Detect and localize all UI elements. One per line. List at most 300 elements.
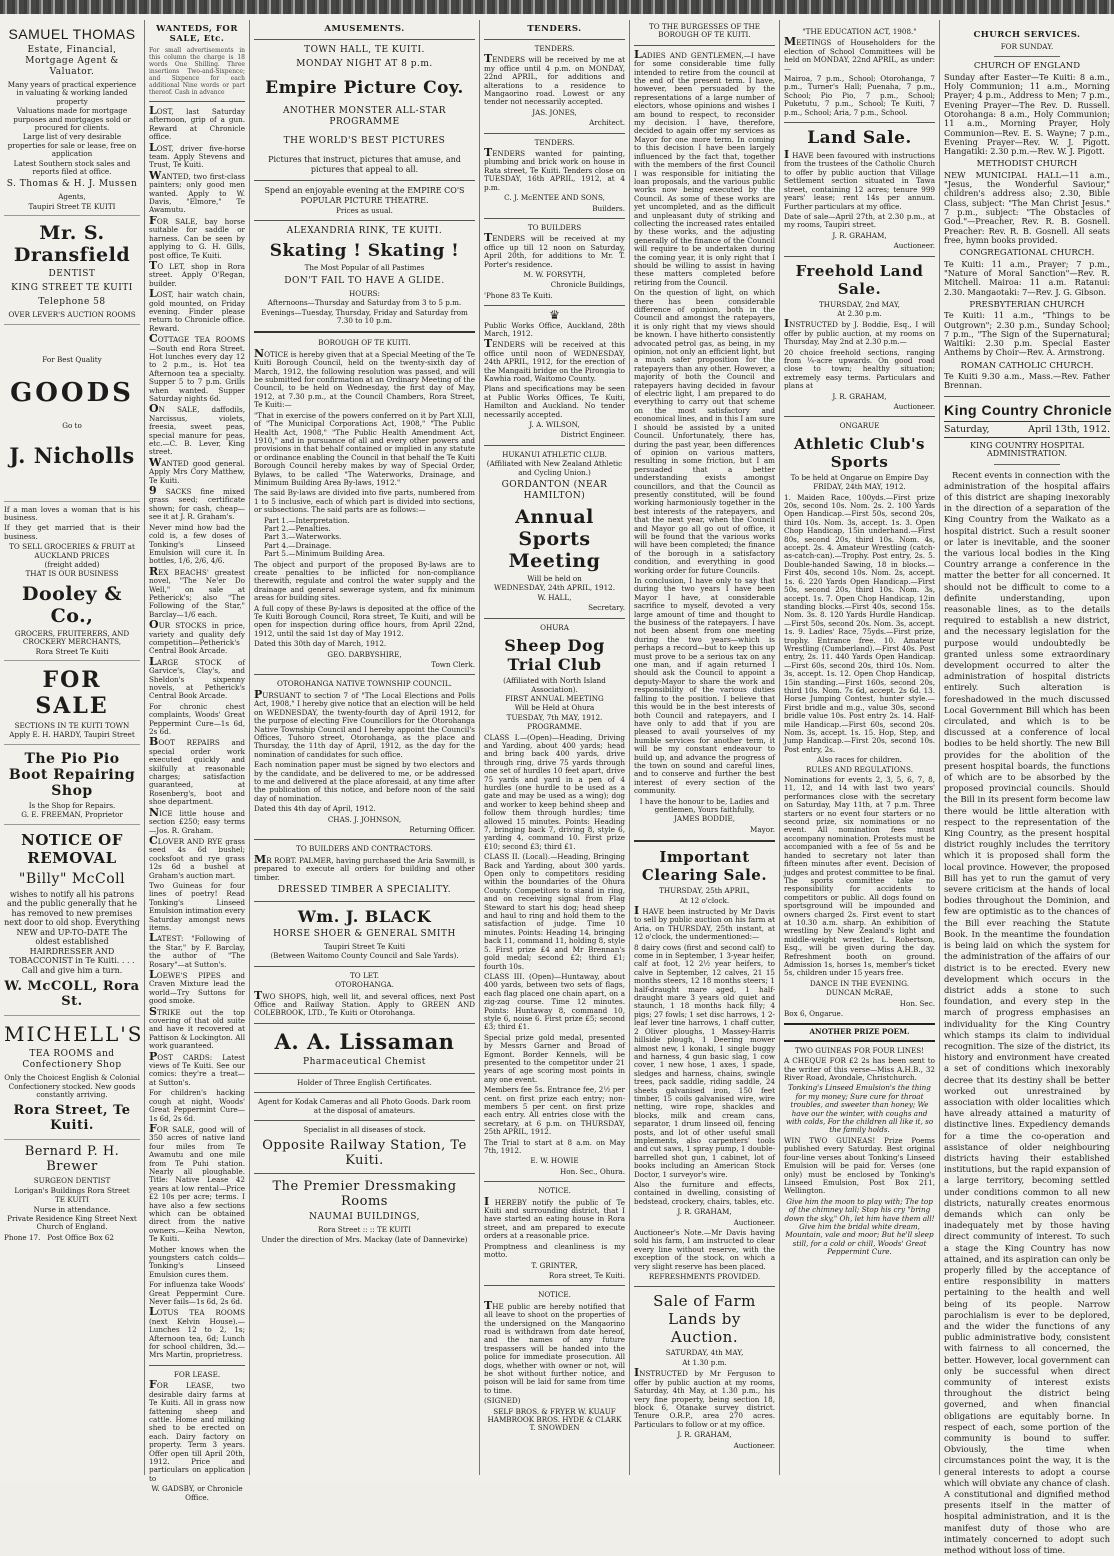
- ad-dransfield: [4, 216, 140, 324]
- small-ad: LOST, driver five-horse team. Apply Stevens and Trust, Te Kuiti.: [149, 140, 245, 170]
- athletic-events: 1. Maiden Race, 100yds.—First prize 20s, second 10s. Nom. 2s. 2. 100 Yards Open Handicap.—First 50s, second 20s, third 10s. Nom. 3s, accept. 1s. 3. Open Chop Handicap, 15in underhand.—First 80s, second 20s, third 10s. Nom. 4s, accept. 2s. 4. Amateur Wrestling (catch-as-catch-can).—Trophy. Post entry, 2s. 5. Double-handed Sawing, 18 in blocks.—First 40s, second 10s. Nom. 2s, accept. 1s. 6. 220 Yards Open Handicap.—First 50s, second 20s, third 10s. Nom. 3s, accept. 1s. 7. Open Chop Handicap, 12in standing blocks.—First 40s, second 15s. Nom. 3s. 8. 120 Yards Hurdle Handicap.—First 50s, second 20s. Nom. 3s, accept. 1s. 9. Ladies' Race, 75yds.—First prize, trophy. Entrance free. 10. Amateur Wrestling (Cumberland).—First 40s. Post entry, 2s. 11. 440 Yards Open Handicap.—First 60s, second 20s, third 10s. Nom. 3s, accept. 1s. 12. Open Chop Handicap, 15in standing.—First 160s, second 20s, third 10s. Nom. 7s 6d, accept. 2s 6d. 13. Horse Jumping Contest, hunter style.—First bridle and m.g., value 30s, second bridle value 10s. Post entry 2s. 14. Half-mile Handicap.—First 60s, second 20s. Nom. 3s, accept. 1s. 15. Hop, Step, and Jump Handicap.—First 20s, second 10s. Post entry, 2s.: [784, 492, 935, 754]
- club-place: GORDANTON (NEAR HAMILTON): [501, 480, 608, 502]
- rule: [784, 416, 935, 417]
- tender-sign: JAS. JONES,: [532, 107, 577, 117]
- tender-text: TENDERS will be received at this office until noon of WEDNESDAY, 24th APRIL, 1912, for the erection of the Mangaiti bridge on the Pirongia to Kawhia road, Waitomo County.: [484, 337, 625, 383]
- entries: Members fee 5s. Entrance fee, 2½ per cent. on first prize each entry; non-members 5 per cent. on first prize each entry. All entries close with the secretary, at 6 p.m. on THURSDAY, 25th APRIL, 1912.: [484, 1085, 625, 1137]
- ad-note: OVER LEVER'S AUCTION ROOMS: [8, 310, 136, 320]
- dateline-day: Saturday,: [944, 423, 990, 435]
- dance: DANCE IN THE EVENING.: [809, 978, 910, 988]
- dateline-date: April 13th, 1912.: [1028, 423, 1110, 435]
- tender-heading: TENDERS.: [534, 137, 575, 147]
- tender-sign: Architect.: [589, 118, 625, 128]
- rule: [149, 101, 245, 102]
- letter-heading: TO THE BURGESSES OF THE BOROUGH OF TE KUITI.: [649, 22, 760, 40]
- small-ad: WANTED, two first-class painters; only good men wanted. Apply to W. Davis, "Elmore," Te Awamutu.: [149, 168, 245, 215]
- notice-text: Each nomination paper must be signed by two electors and by the candidate, and be delivered to me, or be addressed to me and delivered at the place aforesaid, at any time after the publication of this notice, and before noon of the said day of nomination.: [254, 760, 475, 803]
- sports-sign: W. HALL,: [537, 592, 572, 602]
- notice-sign: CHAS. J. JOHNSON,: [327, 814, 402, 824]
- freehold-title: Freehold Land Sale.: [795, 261, 924, 298]
- ad-mccoll: [4, 825, 140, 1017]
- notice-sign: SELF BROS. & FRYER W. KUAUF HAMBROOK BROS. HYDE & CLARK T. SNOWDEN: [487, 1406, 622, 1433]
- notice-text: I HEREBY notify the public of Te Kuiti and surrounding district, that I have started an eating house in Rora street, and am prepared to execute orders at a reasonable price.: [484, 1194, 625, 1241]
- ad-text: wishes to notify all his patrons and the public generally that he has removed to new premises next door to old shop. Everything NEW and UP-TO-DATE The oldest established HAIRDRESSER AND TOBACCONIST in Te Kuiti. . . . Call and give him a turn.: [4, 889, 140, 975]
- notice-text: NOTICE is hereby given that at a Special Meeting of the Te Kuiti Borough Council, held on the twenty-sixth day of March, 1912, the following resolution was passed, and will be submitted for confirmation at an Ordinary Meeting of the Council, to be held on Wednesday, the first day of May, 1912, at 7.30 p.m., at the Council Chambers, Rora Street, Te Kuiti:—: [254, 346, 475, 410]
- crown-emblem: ♛: [549, 308, 560, 323]
- rule: [484, 618, 625, 619]
- column-3: [250, 20, 480, 1475]
- bylaw-part: Part 3.—Waterworks.: [264, 532, 342, 542]
- small-ad: TO LET, shop in Rora street. Apply O'Regan, builder.: [149, 258, 245, 288]
- tolet-text: TWO SHOPS, high, well lit, and several offices, next Post Office and Railway Station. Apply to GREEN AND COLEBROOK, LTD., Te Kuiti or Otorohanga.: [254, 988, 475, 1018]
- ad-sub: TEA ROOMS and Confectionery Shop: [22, 1049, 122, 1071]
- notice-date: Dated this 30th day of March, 1912.: [254, 639, 387, 649]
- church-text: Te Kuiti: 11 a.m., Prayer; 7 p.m., "Nature of Moral Sanction"—Rev. R. Mitchell. Mairoa: 11 a.m. Ratanui: 2.30. Mangaotaki: 7—Rev. J. G. Gibson.: [944, 258, 1110, 297]
- athletic-date: FRIDAY, 24th MAY, 1912.: [813, 482, 906, 492]
- ad-title: FOR SALE: [35, 666, 109, 719]
- ad-address: TE KUITI: [55, 1195, 89, 1205]
- rule: [254, 39, 475, 40]
- letter-text: LADIES AND GENTLEMEN,—I have for some considerable time fully intended to retire from the council at the end of the present term. I have, however, been persuaded by the representations of a large number of electors, whose opinions and wishes I am bound to respect, to reconsider my decision. I have, therefore, decided to again offer my services as Mayor for one more term. In coming to this decision I have been largely influenced by the fact that, together with the members of the first Council I was responsible for initiating the loan proposals, and the various public works now being executed by the Council. As some of these works are yet uncompleted, and as the difficult and unpleasant duty of striking and collecting the increased rates entailed by these works, and the adjusting generally of the finance of the Council will require to be undertaken during the coming year, it is only right that I should be willing to assist in having these matters completed before retiring from the Council.: [634, 47, 775, 287]
- notice-heading: NOTICE.: [538, 1186, 571, 1196]
- column-2: [145, 20, 250, 1502]
- edu-text: MEETINGS of Householders for the election of School Committees will be held on MONDAY, 22nd APRIL, as under:—: [784, 35, 935, 73]
- ad-address: Taupiri Street TE KUITI: [28, 201, 116, 211]
- church-text: NEW MUNICIPAL HALL—11 a.m., "Jesus, the Wonderful Saviour," children's address also; 2.30, Bible Class, subject: "The Man Christ Jesus." 7 p.m., subject: "The Obstacles of God."—Preacher, Rev. R. B. Gosnell. Preacher: Rev. R. B. Gosnell. All seats free, hymn books provided.: [944, 169, 1110, 245]
- ad-address: Rora Street, Te Kuiti.: [13, 1103, 131, 1134]
- column-heading: AMUSEMENTS.: [324, 24, 405, 34]
- rule: [634, 45, 775, 46]
- small-ad: COTTAGE TEA ROOMS—South end Rora Street. Hot lunches every day 12 to 2 p.m., is. Hot tea Afternoon tea a specialty. Supper 5 to 7 p.m. Grills when wanted. Supper Saturday nights 6d.: [149, 332, 245, 403]
- ad-michell: [4, 1016, 144, 1140]
- rule: [254, 674, 475, 675]
- freehold-sign: J. R. GRAHAM,: [832, 391, 887, 401]
- notice-text: MR ROBT. PALMER, having purchased the Aria Sawmill, is prepared to execute all orders for building and other timber.: [254, 852, 475, 882]
- poem-note: WIN TWO GUINEAS! Prize Poems published every Saturday. Best original four-line verses about Tonking's Linseed Emulsion will be paid for. Verses (one only) must be enclosed by Tonking's Linseed Emulsion, Post Box 211, Wellington.: [784, 1135, 935, 1196]
- rule: [254, 1173, 475, 1174]
- small-ad: FOR SALE, good will of 350 acres of native land four miles from Te Awamutu and one mile from Te Puhi station. Nearly all ploughable. Title: Native Lease 42 years at low rental—Price £2 10s per acre; terms. I have also a few sections which can be obtained direct from the native owners.—Keiha Newton, Te Kuiti.: [149, 1121, 245, 1244]
- lissaman-name: A. A. Lissaman: [274, 1028, 455, 1054]
- column-6: [780, 20, 940, 1475]
- rule: [254, 1023, 475, 1024]
- ad-text: SECTIONS IN TE KUITI TOWN: [14, 720, 130, 730]
- notice-heading: NOTICE.: [538, 1290, 571, 1300]
- po-box: Post Office Box 62: [47, 1232, 114, 1242]
- clearing-sign: J. R. GRAHAM,: [677, 1207, 732, 1217]
- black-trade: HORSE SHOER & GENERAL SMITH: [273, 929, 456, 939]
- rule: [994, 56, 1060, 57]
- tender-sign: Builders.: [592, 203, 625, 213]
- clearing-furniture: Also the furniture and effects, contained in dwelling, consisting of bedstead, crockery, chairs, tables, etc.: [634, 1180, 775, 1206]
- letter-text: In conclusion, I have only to say that during the two years I have been Mayor I have, at considerable sacrifice to myself, devoted a very large amount of time and thought to the business of the ratepayers. I have not been absent from one meeting during the two years—which is perhaps a record—but to keep this up must prove to be a serious tax on any one man, and if again returned I should ask the Council to appoint a deputy-Mayor to share the work and responsibility of the various duties falling to the position. I believe that this would be in the best interests of both Council and ratepayers, and I have only to add that if you are pleased to avail yourselves of my humble services for another term, it will be my constant endeavour to build up, and advance the progress of the town on sound and careful lines, and to conserve and further the best interest of every section of the community.: [634, 576, 775, 796]
- small-ad: CLOVER AND RYE grass seed 4s 6d bushel; cocksfoot and rye grass 12s 6d a bushel at Graham's auction mart.: [149, 833, 245, 880]
- programme-heading: PROGRAMME.: [527, 722, 582, 732]
- tender-text: Plans and specifications may be seen at Public Works Offices, Te Kuiti, Hamilton and Auckland. No tender necessarily accepted.: [484, 384, 625, 419]
- land-sign: Auctioneer.: [893, 241, 935, 251]
- sports-held: Will be held on: [527, 574, 582, 584]
- farm-sign: Auctioneer.: [733, 1440, 775, 1450]
- ad-piopio: [4, 745, 140, 825]
- ad-address: Lorigan's Buildings Rora Street: [14, 1185, 130, 1195]
- farm-text: INSTRUCTED by Mr Ferguson to offer by public auction at my rooms, Saturday, 4th May, at 1.30 p.m., his very fine property, being section 18, block 6, Otanake survey district. Tenure O.R.P., area 270 acres. Particulars to follow or at my office.: [634, 1366, 775, 1429]
- best-pictures: THE WORLD'S BEST PICTURES: [283, 136, 446, 146]
- ad-verse: TO SELL GROCERIES & FRUIT at AUCKLAND PRICES: [9, 542, 135, 560]
- ad-title: NOTICE OF REMOVAL: [21, 830, 123, 867]
- tender-heading: TO BUILDERS: [527, 222, 582, 232]
- phone-number: Phone 17.: [4, 1232, 41, 1242]
- dance-sign: Hon. Sec.: [899, 998, 935, 1008]
- tender-head: Public Works Office, Auckland, 28th March, 1912.: [484, 320, 625, 338]
- notice-text: PURSUANT to section 7 of "The Local Elections and Polls Act, 1908," I hereby give notice that an election will be held on WEDNESDAY, the twenty-fourth day of April 1912, for the purpose of electing Five Councillors for the Otorohanga Native Township Council and I hereby appoint the Council's Offices, Tuhoro street, Otorohanga, as the place and Thursday, the 11th day of April, 1912, as the day for the nomination of candidates for such office.: [254, 687, 475, 759]
- prices: Prices as usual.: [336, 206, 393, 215]
- dateline: [944, 421, 1110, 438]
- tender-heading: TENDERS.: [534, 44, 575, 53]
- freehold-text: INSTRUCTED by J. Boddie, Esq., I will offer by public auction, at my rooms on Thursday, May 2nd at 2.30 p.m.—: [784, 317, 935, 347]
- ad-for-sale: [4, 661, 140, 745]
- rule: [254, 220, 475, 221]
- rule: [484, 445, 625, 446]
- lease-text: FOR LEASE, two desirable dairy farms at Te Kuiti. All in grass now fattening sheep and cattle. Home and milking shed to be erected on each. Dairy factory on property. Term 3 years. Offer open till April 20th, 1912. Price and particulars on application to: [149, 1378, 245, 1483]
- sheepdog-sub: (Affiliated with North Island Association).: [503, 676, 606, 694]
- ad-title: SAMUEL THOMAS: [8, 26, 136, 42]
- black-address: (Between Waitomo County Council and Sale Yards).: [270, 951, 459, 961]
- notice-sign: T. GRINTER,: [531, 1260, 578, 1270]
- letter-closing: I have the honour to be, Ladies and gentlemen, Yours faithfully,: [639, 796, 770, 814]
- small-ad: For children's hacking cough at night, Woods' Great Peppermint Cure—1s 6d, 2s 6d.: [149, 1088, 245, 1123]
- ad-verse: If a man loves a woman that is his business.: [4, 504, 140, 522]
- notice-text: A full copy of these By-laws is deposited at the office of the Te Kuiti Borough Council, Rora street, Te Kuiti, and will be open for inspection during office hours, from April 22nd, 1912, until the said 1st day of May 1912.: [254, 603, 475, 638]
- notice-text: Promptness and cleanliness is my motto.: [484, 1241, 625, 1260]
- ad-goto: Go to: [62, 421, 82, 431]
- bylaw-part: Part 5.—Minimum Building Area.: [264, 549, 385, 559]
- ad-title: MICHELL'S: [4, 1022, 144, 1047]
- church-name: METHODIST CHURCH: [976, 159, 1078, 170]
- freehold-text: 20 choice freehold sections, ranging from ¼-acre upwards. On good road close to town; healthy situation; extremely easy terms. Particulars and plans at: [784, 347, 935, 391]
- tolet-place: OTOROHANGA.: [335, 980, 394, 990]
- ad-text: Latest Southern stock sales and reports filed at office.: [13, 158, 131, 177]
- edu-list: Mairoa, 7 p.m., School; Otorohanga, 7 p.m., Turner's Hall; Puenaha, 7 p.m., School; Pio Pio, 7 p.m., School; Puketutu, 7 p.m., School; Te Kuiti, 7 p.m., School; Aria, 7 p.m., School.: [784, 74, 935, 117]
- bylaw-part: Part 1.—Interpretation.: [264, 515, 350, 525]
- ad-address: KING STREET TE KUITI: [11, 283, 133, 294]
- column-heading: TENDERS.: [527, 24, 582, 34]
- pastime: The Most Popular of all Pastimes: [304, 263, 425, 273]
- church-name: CONGREGATIONAL CHURCH.: [959, 248, 1095, 259]
- ad-phone: Telephone 58: [38, 297, 106, 308]
- lease-sign: W. GADSBY, or Chronicle Office.: [151, 1484, 243, 1502]
- tolet-heading: TO LET.: [349, 970, 379, 980]
- tender-sign: Chronicle Buildings,: [550, 280, 625, 290]
- rule: [634, 840, 775, 842]
- letter-text: On the question of light, on which there has been considerable difference of opinion, both in the Council and amongst the ratepayers, it is only right that my views should be known. I have hitherto consistently advocated petrol gas, as being, in my opinion, not only an efficient light, but a much safer proposition for the ratepayers than any other. However, a majority of both the Council and ratepayers having decided in favour of electric light, I am prepared to do everything to carry out that scheme on the most satisfactory and economical lines, and in this I am sure I should be assisted by a united Council. Unfortunately, there has, during the past year, been differences of opinion on various matters, resulting in some friction, but I am persuaded that a better understanding exists amongst councillors, and that the Council as presently constituted, will be found working harmoniously together in the best interests of the ratepayers, and that the next year, when the Council and Mayor go all go out of office, it will be found that the various works will have been completed; the finance of the borough in a satisfactory condition, and everything in good working order for future Councils.: [634, 288, 775, 575]
- sports-title: Annual Sports Meeting: [508, 506, 601, 573]
- trial-sign: Hon. Sec., Ohura.: [559, 1166, 625, 1176]
- notice-sign: GEO. DARBYSHIRE,: [327, 649, 402, 659]
- sheepdog-title: Sheep Dog Trial Club: [504, 636, 605, 675]
- small-ad: Never mind how bad the cold is, a few doses of Tonking's Linseed Emulsion will cure it. In bottles, 1/6, 2/6, 4/6.: [149, 522, 245, 566]
- letter-sign: Mayor.: [750, 824, 775, 834]
- letter-sign: JAMES BODDIE,: [673, 814, 736, 824]
- farm-date: SATURDAY, 4th MAY,: [665, 1348, 744, 1358]
- notice-heading: OTOROHANGA NATIVE TOWNSHIP COUNCIL.: [277, 679, 452, 689]
- notice-text: The said By-laws are divided into five parts, numbered from 1 to 5 inclusive, each of which part is divided into sections, or subsections. The said parts are as follows:—: [254, 488, 475, 515]
- clearing-time: At 12 o'clock.: [679, 895, 730, 905]
- ad-sub: Is the Shop for Repairs.: [28, 800, 116, 810]
- hours-label: HOURS:: [349, 288, 380, 298]
- premier-address: Rora Street :: :: TE KUITI: [318, 1225, 411, 1235]
- rule: [254, 1092, 475, 1093]
- ad-verse: THAT IS OUR BUSINESS: [25, 569, 119, 579]
- ad-dooley: [4, 502, 140, 661]
- notice-date: Dated this 4th day of April, 1912.: [254, 804, 376, 814]
- tender-text: TENDERS will be received by me at my office until 4 p.m. on MONDAY, 22nd APRIL, for additions and alterations to a residence to Mangaorino road. Lowest or any tender not necessarily accepted.: [484, 52, 625, 107]
- ad-verse: If they get married that is their business.: [4, 523, 140, 541]
- ad-agents: S. Thomas & H. J. Mussen: [6, 179, 138, 190]
- ad-address: Private Residence King Street Next Church of England.: [7, 1213, 137, 1232]
- small-ad: STRIKE out the top covering of that old suite and have it recovered at Pattison & Lockington. All work guaranteed.: [149, 1004, 245, 1051]
- ad-title: Mr. S. Dransfield: [13, 222, 131, 267]
- rule: [994, 464, 1060, 465]
- rule: [484, 1181, 625, 1182]
- rule: [254, 331, 475, 333]
- poem-verse: Give him the moon to play with; The top of the chimney tall; Stop his cry "bring down the sky," Oh, let him have them all! Give him the bridal white dream, Mountain, vale and moor; But he'll sleep still, for a cold or chill, Woods' Great Peppermint Cure.: [784, 1196, 935, 1257]
- rule: [484, 218, 625, 219]
- edu-heading: "THE EDUCATION ACT, 1908.": [802, 27, 917, 36]
- sports-date: WEDNESDAY, 24th APRIL, 1912.: [493, 583, 616, 593]
- clearing-items: 8 dairy cows (first and second calf) to come in in September, 1 3-year heifer, calf at foot, 12 2½ year heifers, to calve in September, 12 calves, 21 15 months steers, 12 18 months steers; 1 half-draught mare aged, 1 half-draught mare 3 years old quiet and staunch, 1 18 months hack filly; 4 pigs; 27 fowls; 1 set disc harrows, 1 2-leaf lever tine harrows, 1 chaff cutter, 2 Oliver ploughs, 1 Massey-Harris hillside plough, 1 Deering mower almost new, 1 konaki, 1 single buggy and harness, 4 gun basic slag, 1 cow cover, 1 new hose, 1 axes, 1 spade, sledges and harness, chains, swingle trees, pack saddle, riding saddle, 24 sheets galvanised iron, 150 feet timber, 15 coils galvanised wire, wire netting, wire rope, shackles and blocks, milk and cream cans, separator, 1 drum linseed oil, fencing posts, and lot of other useful small implements, also carpenters' tools and cut saws, 1 spray pump, 1 double-barrelled shot gun, 1 cabinet, lot of books including an American Stock Doctor, 1 surveyor's wire.: [634, 942, 775, 1179]
- meeting-date: TUESDAY, 7th MAY, 1912.: [506, 712, 603, 722]
- ad-goods: GOODS: [10, 378, 134, 409]
- tender-sign: District Engineer.: [560, 430, 625, 440]
- show-time: MONDAY NIGHT AT 8 p.m.: [296, 59, 433, 69]
- class-text: CLASS II. (Local).—Heading, Bringing Back and Yarding, about 300 yards. Open only to competitors residing within the boundaries of the Ohura County. Competitors to stand in ring, and on receiving signal from Flag Steward to start his dog; head sheep and haul to ring and hold them to the satisfaction of judge. Time 10 minutes. Points: Heading 14, bringing back 11, command 11, holding 8, style 5. First prize £4 and Mr Brennan's gold medal; second £2; third £1; fourth 10s.: [484, 852, 625, 971]
- trial-sign: E. W. HOWIE: [530, 1156, 579, 1166]
- column-intro: For small advertisements in this column the charge is 18 words One Shilling. Three insertions Two-and-Sixpence; and Sixpence for each additional Nine words or part thereof. Cash in advance: [149, 47, 245, 96]
- land-title: Land Sale.: [807, 128, 912, 149]
- church-text: Te Kuiti 9.30 a.m., Mass.—Rev. Father Brennan.: [944, 371, 1110, 391]
- special-prize: Special prize gold medal, presented by Messrs Garner and Broad of Egmont. Border Kennels, will be presented to the competitor under 21 years of age scoring most points in any one event.: [484, 1032, 625, 1084]
- rules-text: Nominations for events 2, 3, 5, 6, 7, 8, 11, 12, and 14 with last two years' performances close with the secretary on Saturday, May 11th, at 7 p.m. Three starters or no event four starters or no second prize, six nominations or no event. All nomination fees must accompany nomination. Protests must be accompanied with a fee of 5s and be handed to secretary not later than fifteen minutes after event. Decision of judges and protest committee to be final. The sports committee take no responsibility for accidents to competitors or public. All dogs found on sportsground will be impounded and owners charged 2s. First event to start at 10.30 a.m. sharp. An exhibition of wrestling by New Zealand's light and middle-weight wrestler, L. Robertson, Esq., will be given during the day. Refreshment booth on ground. Admission 1s, horses 1s, member's ticket 5s, children under 15 years free.: [784, 775, 935, 978]
- poem-sub: TWO GUINEAS FOR FOUR LINES!: [794, 1045, 925, 1055]
- services-sub: FOR SUNDAY.: [1000, 42, 1054, 51]
- trial-start: The Trial to start at 8 a.m. on May 7th, 1912.: [484, 1137, 625, 1156]
- ad-address: Nurse in attendance.: [33, 1204, 111, 1214]
- small-ad: For influenza take Woods' Great Peppermint Cure. Never fails—1s 6d, 2s 6d.: [149, 1280, 245, 1307]
- ad-address: W. McCOLL, Rora St.: [4, 979, 140, 1010]
- small-ad: LOEWE'S PIPES and Craven Mixture lead the world—Try Suttons for good smoke.: [149, 968, 245, 1006]
- children-races: Also races for children.: [817, 755, 902, 765]
- tender-text: TENDERS will be received at my office up till 12 noon on Saturday, April 20th, for additions to Mr. T. Porter's residence.: [484, 231, 625, 269]
- ad-intro: For Best Quality: [42, 354, 102, 364]
- small-ad: Mother knows when the youngsters catch colds—Tonking's Linseed Emulsion cures them.: [149, 1244, 245, 1279]
- rule: [254, 966, 475, 967]
- rule: [944, 396, 1110, 397]
- ad-role: SURGEON DENTIST: [33, 1176, 111, 1186]
- small-ad: LATEST: "Following of the Star," by F. Barclay, the author of "The Rosary"—at Sutton's.: [149, 931, 245, 969]
- skating-title: Skating ! Skating !: [269, 241, 460, 262]
- land-date: Date of sale—April 27th, at 2.30 p.m., at my rooms, Taupiri street.: [784, 211, 935, 230]
- small-ad: LOST, last Saturday afternoon, grip of a gun. Reward at Chronicle office.: [149, 104, 245, 142]
- column-1: [0, 20, 145, 1475]
- rule: [784, 122, 935, 123]
- glide: DON'T FAIL TO HAVE A GLIDE.: [284, 275, 445, 286]
- column-heading: WANTEDS, FOR SALE, Etc.: [156, 24, 238, 44]
- small-ad: ON SALE, daffodils, Narcissus, violets, freesia, sweet peas, special manure for peas, etc.—C. B. Lever, King street.: [149, 402, 245, 457]
- services-heading: CHURCH SERVICES.: [973, 30, 1081, 40]
- rule: [254, 839, 475, 840]
- column-4: [480, 20, 630, 1475]
- church-text: Sunday after Easter—Te Kuiti: 8 a.m., Holy Communion; 11 a.m., Morning Prayer; 4 p.m., Address to Men; 7 p.m., Evening Prayer—The Rev. D. Russell. Otorohanga: 8 a.m., Holy Communion; 11 a.m., Morning Prayer, Holy Communion—Rev. E. S. Wayne; 7 p.m., Evening Prayer—Rev. W. J. Pigott. Hangatiki: 2.30 p.m.—Rev. W. J. Pigott.: [944, 71, 1110, 157]
- lissaman-text: Agent for Kodak Cameras and all Photo Goods. Dark room at the disposal of amateurs.: [258, 1097, 471, 1115]
- editorial-heading: KING COUNTRY HOSPITAL ADMINISTRATION.: [970, 440, 1084, 459]
- poem-verse: Tonking's Linseed Emulsion's the thing for my money; Sure cure for throat troubles, and sweeter than honey; We have our the winter, with coughs and with colds, For the children all like it, so the family holds.: [785, 1083, 934, 1135]
- ad-agents-label: Agents,: [58, 192, 86, 202]
- torn-top-edge: [0, 0, 1114, 14]
- dance-box: Box 6, Ongarue.: [784, 1009, 844, 1018]
- tender-phone: 'Phone 83 Te Kuiti.: [484, 290, 553, 300]
- premier-title: The Premier Dressmaking Rooms: [272, 1179, 457, 1210]
- lissaman-text: Specialist in all diseases of stock.: [303, 1125, 426, 1135]
- ad-trade: GROCERS, FRUITERERS, AND CROCKERY MERCHANTS,: [14, 628, 130, 647]
- pictures-text: Pictures that instruct, pictures that amuse, and pictures that appeal to all.: [268, 155, 461, 174]
- rule: [484, 305, 625, 306]
- ad-phone: [4, 1234, 140, 1242]
- tender-sign: C. J. McENTEE AND SONS,: [504, 193, 605, 203]
- clearing-date: THURSDAY, 25th APRIL,: [659, 886, 750, 896]
- ad-brewer: [4, 1144, 140, 1242]
- rule: [784, 256, 935, 257]
- ad-apply: Apply E. H. HARDY, Taupiri Street: [9, 730, 135, 740]
- speciality: DRESSED TIMBER A SPECIALITY.: [277, 885, 452, 895]
- black-address: Taupiri Street Te Kuiti: [323, 942, 406, 951]
- ad-text: Valuations made for mortgage purposes and mortgages sold or procured for clients.: [13, 106, 131, 133]
- farm-time: At 1.30 p.m.: [682, 1357, 727, 1367]
- church-name: CHURCH OF ENGLAND: [973, 61, 1081, 72]
- small-ad: POST CARDS: Latest views of Te Kuiti. See our comics: they're a treat—at Sutton's.: [149, 1049, 245, 1087]
- rink-venue: ALEXANDRIA RINK, TE KUITI.: [286, 226, 443, 237]
- lissaman-role: Pharmaceutical Chemist: [303, 1056, 426, 1067]
- programme: ANOTHER MONSTER ALL-STAR PROGRAMME: [282, 106, 447, 127]
- tender-sign: J. A. WILSON,: [529, 420, 580, 430]
- notice-sign: Town Clerk.: [431, 660, 475, 670]
- premier-sub: NAUMAI BUILDINGS,: [309, 1212, 420, 1223]
- farm-title: Sale of Farm Lands by Auction.: [653, 1292, 756, 1347]
- farm-sign: J. R. GRAHAM,: [677, 1430, 732, 1440]
- rules-heading: RULES AND REGULATIONS.: [805, 764, 914, 774]
- lissaman-location: Opposite Railway Station, Te Kuiti.: [262, 1138, 467, 1169]
- notice-heading: BOROUGH OF TE KUITI.: [318, 338, 411, 348]
- masthead: King Country Chronicle: [944, 401, 1113, 418]
- church-name: PRESBYTERIAN CHURCH: [969, 299, 1085, 310]
- ad-prop: G. E. FREEMAN, Proprietor: [21, 810, 123, 820]
- ad-verse: (freight added): [44, 559, 100, 569]
- rule: [254, 1073, 475, 1074]
- ad-text: Only the Choicest English & Colonial Confectionery stocked. New goods constantly arriving.: [4, 1073, 140, 1099]
- notice-sign: Rora street, Te Kuiti.: [548, 1270, 625, 1280]
- freehold-date: THURSDAY, 2nd MAY,: [819, 299, 900, 309]
- rule: [254, 1120, 475, 1121]
- rule: [484, 1285, 625, 1286]
- clearing-sign: Auctioneer.: [733, 1217, 775, 1227]
- ad-address: Rora Street Te Kuiti: [35, 646, 109, 656]
- hours-text: Evenings—Tuesday, Thursday, Friday and Saturday from 7.30 to 10 p.m.: [261, 307, 468, 326]
- tender-text: TENDERS wanted for painting, plumbing and brick work on house in Rata street, Te Kuiti. Tenders close on TUESDAY, 16th APRIL, 1912, at 4 p.m.: [484, 146, 625, 192]
- notice-text: "That in exercise of the powers conferred on it by Part XLII, of "The Municipal Corporations Act, 1908," "The Public Health Act, 1908," "The Public Health Amendment Act, 1910," and in pursuance of all and every other powers and provisions in that behalf contained or implied in any statute or ordinance enabling the Council in that behalf the Te Kuiti Borough Council hereby makes by way of Special Order, Bylaws, to be called "The Waterworks, Drainage, and Minimum Building Area By-laws, 1912.": [254, 410, 475, 487]
- spend-text: Spend an enjoyable evening at the EMPIRE CO'S POPULAR PICTURE THEATRE.: [264, 186, 465, 205]
- meeting: FIRST ANNUAL MEETING: [505, 693, 604, 703]
- land-sign: J. R. GRAHAM,: [832, 230, 887, 240]
- venue: TOWN HALL, TE KUITI.: [304, 45, 425, 55]
- rule: [149, 1365, 245, 1366]
- rule: [484, 39, 625, 40]
- ad-role: DENTIST: [48, 269, 96, 280]
- small-ad: BOOT REPAIRS and special order work executed quickly and skilfully at reasonable charges; satisfaction guaranteed, at Rosenberg's, boot and shoe department.: [149, 735, 245, 807]
- ad-title: The Pio Pio Boot Repairing Shop: [8, 750, 136, 799]
- lease-heading: FOR LEASE.: [173, 1369, 221, 1379]
- editorial-text: Recent events in connection with the administration of the hospital affairs of this district are shaping inexorably in the direction of a separation of the King Country from the Waikato as a hospital district. Such a result sooner or later is inevitable, and the sooner the various local bodies in the King Country arrange a conference in the matter the better for all concerned. It should not be difficult to come to a definite understanding, upon reasonable lines, as to the details required to establish a new district, and the necessary legislation for the purpose would undoubtedly be granted unless some extraordinary development occurred to alter the administration of hospital districts entirely. Such alteration is foreshadowed in the much discussed Local Government Bill which has been circulated, and which is to be discussed at a conference of local bodies to be held shortly. The new Bill provides for the abolition of the present hospital boards, the functions of which are to be absorbed by the proposed provincial councils. Should the Bill in its present form become law there would be little alteration with respect to the representation of the King Country, as the present hospital district roughly includes the territory which it is proposed shall form the local province. However, the proposed Bill has yet to run the gamut of very severe criticism at the hands of local bodies throughout the Dominion, and few are optimistic as to the chances of the Bill ever reaching the Statute Book. In the meantime the foundation is being laid on which the system for the administration of the affairs of our district is to be erected. Every new development which occurs in the district adds a stone to such foundation, and every step in the march of progress emphasises an individuality for the King Country which stamps its claim to individual recognition. The size of the district, its history and environment have created a set of conditions which inexorably decree that its destiny shall be better worked out unrestrained by association with older localities which have already attained a maturity of distinctive lines. Expediency demands for a time the co-operation and assistance of older neighbouring districts having their established institutions, but the rapid expansion of a large territory, becoming settled under conditions common to all new districts, naturally creates enormous demands which can only be inadequately met by those having direct community of interest. To such a stage the King Country has now attained, and its aspiration can only be properly filled by the acceptance of entire responsibility in matters pertaining to the health and well being of its people. Narrow parochialism is ever to be deplored, and the wider the functions of any public administrative body, consistent with fairness to all concerned, the better. However, local government can only be successful when direct community of interest exists throughout the district being governed, and when financial obligations are equitably borne. In respect of each, some portion of the community is bound to suffer. Obviously, the time when circumstances point the way, it is the general interests to adopt a course which will obviate any chance of clash. A constitutional and dignified method presents itself in the matter of hospital administration, and it is the manifest duty of those who are intimately concerned to adopt such method without loss of time.: [944, 469, 1110, 1556]
- ad-subtitle: Estate, Financial, Mortgage Agent & Valuator.: [25, 45, 119, 77]
- dance-sign: DUNCAN McRAE,: [826, 988, 893, 998]
- column-5: [630, 20, 780, 1475]
- small-ad: NICE little house and section £250; easy terms—Jos. R. Graham.: [149, 805, 245, 835]
- premier-direction: Under the direction of Mrs. Mackay (late of Dannevirke): [261, 1234, 468, 1244]
- athletic-held: To be held at Ongarue on Empire Day: [790, 472, 929, 482]
- small-ad: LOTUS TEA ROOMS (next Kelvin House).—Lunches 12 to 2, 1s; Afternoon tea, 6d; Lunch for school children, 3d.—Mrs Martin, proprietress.: [149, 1305, 245, 1360]
- small-ad: For chronic chest complaints, Woods' Great Peppermint Cure—1s 6d, 2s 6d.: [149, 701, 245, 737]
- small-ad: FOR SALE, bay horse suitable for saddle or harness. Can be seen by applying to G. H. Gills, post office, Te Kuiti.: [149, 213, 245, 260]
- bylaw-part: Part 4.—Drainage.: [264, 540, 332, 550]
- empire-title: Empire Picture Coy.: [265, 78, 464, 98]
- small-ad: LOST, hair watch chain, gold mounted, on Friday evening. Finder please return to Chronicle office. Reward.: [149, 287, 245, 333]
- notice-signed: (SIGNED): [484, 1396, 521, 1406]
- club-name: HUKANUI ATHLETIC CLUB.: [502, 449, 607, 459]
- athletic-title: Athletic Club's Sports: [793, 434, 925, 471]
- ad-text: Large list of very desirable properties for sale or lease, free on application: [7, 132, 137, 159]
- club-affil: (Affiliated with New Zealand Athletic and Cycling Union.): [486, 459, 623, 477]
- notice-heading: TO BUILDERS AND CONTRACTORS.: [296, 844, 433, 854]
- bylaw-part: Part 2.—Penalties.: [264, 523, 331, 533]
- poem-text: A CHEQUE FOR £2 2s has been sent to the writer of this verse—Miss A.H.B., 32 River Road, Avondale, Christchurch.: [784, 1056, 935, 1083]
- clearing-text: I HAVE been instructed by Mr Davis to sell by public auction on his farm at Aria, on THURSDAY, 25th instant, at 12 o'clock, the undermentioned:—: [634, 904, 775, 942]
- clearing-title: Important Clearing Sale.: [641, 848, 768, 885]
- class-text: CLASS I.—(Open)—Heading, Driving and Yarding, about 400 yards; head and bring back 400 yards, drive through ring, drive 75 yards through one set of hurdles 10 feet apart, drive 75 yards and yard in a pen of 4 hurdles (one hurdle to be used as a gate and may be used as a wing); dog and worker to keep behind sheep and follow them through hurdles; time allowed 15 minutes. Points: Heading 7, bringing back 7, driving 8, style 6, yarding 4, command 10. First prize £10; second £3; third £1.: [484, 732, 625, 851]
- lissaman-text: Holder of Three English Certificates.: [297, 1077, 432, 1087]
- black-name: Wm. J. BLACK: [297, 907, 432, 926]
- rule: [254, 180, 475, 181]
- sports-sign: Secretary.: [588, 603, 625, 613]
- clearing-note: Auctioneer's Note.—Mr Davis having sold his farm, I am instructed to clear every line without reserve, with the exception of the stock, on which a very slight reserve has been placed.: [634, 1228, 775, 1271]
- ad-text: Many years of practical experience in valuating & working landed property: [7, 80, 137, 106]
- small-ad: WANTED good general. Apply Mrs Cory Matthew, Te Kuiti.: [149, 455, 245, 485]
- ad-title: J. Nicholls: [9, 442, 135, 468]
- ad-nicholls: [4, 325, 140, 502]
- class-text: CLASS III. (Open)—Huntaway, about 400 yards, between two sets of flags, each flag placed one chain apart, on a zig-zag course. Time 12 minutes. Points: Huntaway 8, command 10, style 6, noise 6. First prize £5; second £3; third £1.: [484, 971, 625, 1032]
- tender-sign: M. W. FORSYTH,: [523, 269, 586, 279]
- rule: [254, 901, 475, 902]
- ad-name: "Billy" McColl: [18, 870, 126, 887]
- church-text: Te Kuiti: 11 a.m., "Things to be Outgrown"; 2.30 p.m., Sunday School; 7 p.m., "The Sign of the Supernatural; Waitiki: 2.30 p.m. Special Easter Anthems by Choir—Rev. A. Armstrong.: [944, 310, 1110, 358]
- land-text: I HAVE been favoured with instructions from the trustees of the Catholic Church to offer by public auction that Village Settlement section situated in Tawa street, containing 12 acres; tenure 999 years' lease; rent 14s per annum. Further particulars at my office.: [784, 148, 935, 211]
- freehold-sign: Auctioneer.: [893, 402, 935, 411]
- refreshments: REFRESHMENTS PROVIDED.: [648, 1272, 761, 1282]
- ongarue: ONGARUE: [839, 421, 880, 431]
- poem-heading: ANOTHER PRIZE POEM.: [809, 1027, 910, 1037]
- ad-samuel-thomas: [4, 20, 140, 216]
- small-ad: Two Guineas for four lines of poetry! Read Tonking's Linseed Emulsion intimation every Saturday amongst news items.: [149, 880, 245, 932]
- small-ad: 9 SACKS fine mixed grass seed; certificate shown; for cash, cheap—see it at J. R. Graham's.: [149, 484, 245, 522]
- hours-text: Afternoons—Thursday and Saturday from 3 to 5 p.m.: [267, 298, 462, 308]
- ad-title: Dooley & Co.,: [22, 582, 122, 627]
- meeting-held: Will be Held at Ohura: [514, 703, 595, 713]
